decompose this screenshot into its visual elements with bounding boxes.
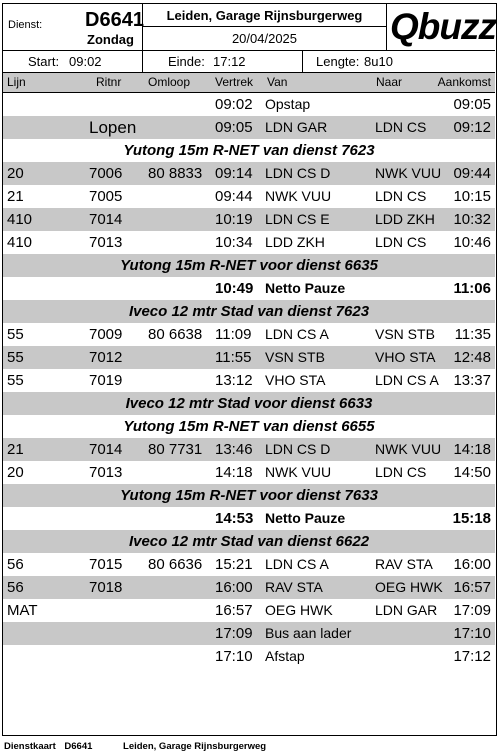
van-cell: RAV STA [265, 579, 323, 595]
trip-row [3, 369, 495, 392]
vehicle-banner-row [3, 392, 495, 415]
vertrek-cell: 10:34 [215, 234, 253, 251]
aankomst-cell: 10:15 [453, 188, 491, 205]
footer-dienst: D6641 [64, 741, 93, 752]
ritnr-cell: 7015 [89, 556, 123, 573]
lijn-cell: 21 [7, 188, 24, 205]
vertrek-cell: 13:46 [215, 441, 253, 458]
naar-cell: LDN CS A [375, 372, 439, 388]
dienst-day: Zondag [87, 32, 134, 47]
col-van: Van [267, 75, 288, 89]
footer [4, 741, 272, 752]
trip-row [3, 645, 495, 668]
aankomst-cell: 14:50 [453, 464, 491, 481]
van-cell: LDN CS D [265, 441, 331, 457]
vertrek-cell: 16:00 [215, 579, 253, 596]
lijn-cell: 20 [7, 165, 24, 182]
vehicle-banner-row [3, 139, 495, 162]
vehicle-banner: Iveco 12 mtr Stad van dienst 6622 [128, 533, 370, 550]
van-cell: LDN CS D [265, 165, 331, 181]
naar-cell: VSN STB [375, 326, 435, 342]
aankomst-cell: 09:05 [453, 96, 491, 113]
van-cell: OEG HWK [265, 602, 333, 618]
lijn-cell: 410 [7, 211, 33, 228]
van-cell: Opstap [265, 96, 311, 112]
naar-cell: LDD ZKH [375, 211, 435, 227]
vehicle-banner-row [3, 300, 495, 323]
trip-row [3, 599, 495, 622]
vertrek-cell: 16:57 [215, 602, 253, 619]
van-cell: Afstap [265, 648, 305, 664]
aankomst-cell: 10:32 [453, 211, 491, 228]
van-cell: Bus aan lader [265, 625, 352, 641]
van-cell: NWK VUU [265, 188, 332, 204]
ritnr-cell: 7013 [89, 234, 123, 251]
col-omloop: Omloop [148, 75, 191, 89]
trip-row [3, 346, 495, 369]
aankomst-cell: 14:18 [453, 441, 491, 458]
info-divider [143, 51, 303, 72]
naar-cell: LDN CS [375, 119, 427, 135]
vertrek-cell: 11:09 [215, 326, 252, 343]
aankomst-cell: 09:12 [453, 119, 491, 136]
vertrek-cell: 15:21 [215, 556, 253, 573]
vertrek-cell: 14:18 [215, 464, 253, 481]
aankomst-cell: 17:10 [453, 625, 491, 642]
lijn-cell: 56 [7, 556, 24, 573]
location-date-cell [143, 4, 387, 50]
info-divider [3, 51, 143, 72]
aankomst-cell: 13:37 [453, 372, 491, 389]
trip-row [3, 576, 495, 599]
van-cell: LDD ZKH [265, 234, 325, 250]
col-naar: Naar [376, 75, 403, 89]
vertrek-cell: 17:09 [215, 625, 253, 642]
van-cell: NWK VUU [265, 464, 332, 480]
omloop-cell: 80 6638 [148, 326, 203, 343]
ritnr-cell: 7005 [89, 188, 123, 205]
lengte-value: 8u10 [364, 54, 393, 69]
lijn-cell: MAT [7, 602, 38, 619]
vertrek-cell: 10:49 [215, 280, 254, 297]
vertrek-cell: 09:02 [215, 96, 253, 113]
vehicle-banner: Yutong 15m R-NET voor dienst 7633 [120, 487, 378, 504]
naar-cell: LDN CS [375, 234, 427, 250]
naar-cell: LDN CS [375, 464, 427, 480]
trip-row [3, 162, 495, 185]
walk-label: Lopen [89, 118, 137, 137]
trip-row [3, 208, 495, 231]
col-lijn: Lijn [7, 75, 26, 89]
vehicle-banner-row [3, 415, 495, 438]
footer-label: Dienstkaart [4, 741, 56, 752]
omloop-cell: 80 7731 [148, 441, 203, 458]
trip-row [3, 93, 495, 116]
dienstkaart [2, 3, 497, 736]
einde-label: Einde: [168, 54, 205, 69]
trip-row [3, 553, 495, 576]
col-vertrek: Vertrek [215, 75, 254, 89]
date: 20/04/2025 [231, 31, 298, 46]
ritnr-cell: 7014 [89, 211, 123, 228]
vehicle-banner-row [3, 530, 495, 553]
dienst-number: D6641 [85, 9, 144, 31]
trip-row [3, 231, 495, 254]
walk-row [3, 116, 495, 139]
qbuzz-logo: Qbuzz [390, 6, 496, 47]
naar-cell: LDN GAR [375, 602, 438, 618]
van-cell: LDN CS E [265, 211, 330, 227]
lijn-cell: 55 [7, 372, 24, 389]
pause-row [3, 277, 495, 300]
shift-info [3, 51, 495, 73]
naar-cell: NWK VUU [375, 165, 442, 181]
vertrek-cell: 09:14 [215, 165, 253, 182]
trip-row [3, 461, 495, 484]
ritnr-cell: 7012 [89, 349, 123, 366]
omloop-cell: 80 6636 [148, 556, 203, 573]
vertrek-cell: 09:44 [215, 188, 253, 205]
aankomst-cell: 10:46 [453, 234, 491, 251]
van-cell: LDN GAR [265, 119, 328, 135]
vertrek-cell: 13:12 [215, 372, 253, 389]
column-header [3, 73, 495, 93]
vertrek-cell: 14:53 [215, 510, 254, 527]
aankomst-cell: 12:48 [453, 349, 491, 366]
ritnr-cell: 7006 [89, 165, 123, 182]
aankomst-cell: 17:12 [453, 648, 491, 665]
aankomst-cell: 09:44 [453, 165, 491, 182]
start-time: 09:02 [69, 54, 102, 69]
van-cell: LDN CS A [265, 326, 329, 342]
lijn-cell: 55 [7, 326, 24, 343]
footer-location: Leiden, Garage Rijnsburgerweg [123, 741, 267, 752]
vehicle-banner: Yutong 15m R-NET voor dienst 6635 [120, 257, 378, 274]
einde-time: 17:12 [213, 54, 246, 69]
omloop-cell: 80 8833 [148, 165, 203, 182]
van-cell: VSN STB [265, 349, 325, 365]
naar-cell: OEG HWK [375, 579, 443, 595]
ritnr-cell: 7009 [89, 326, 123, 343]
col-ritnr: Ritnr [96, 75, 122, 89]
aankomst-cell: 16:57 [453, 579, 491, 596]
location: Leiden, Garage Rijnsburgerweg [143, 4, 386, 27]
trip-row [3, 185, 495, 208]
pause-label: Netto Pauze [265, 280, 346, 296]
trip-row [3, 622, 495, 645]
ritnr-cell: 7013 [89, 464, 123, 481]
trip-row [3, 438, 495, 461]
lijn-cell: 410 [7, 234, 33, 251]
vehicle-banner: Yutong 15m R-NET van dienst 7623 [123, 142, 375, 159]
vertrek-cell: 17:10 [215, 648, 253, 665]
pause-label: Netto Pauze [265, 510, 346, 526]
aankomst-cell: 15:18 [452, 510, 491, 527]
lijn-cell: 55 [7, 349, 24, 366]
aankomst-cell: 11:35 [454, 326, 491, 343]
aankomst-cell: 16:00 [453, 556, 491, 573]
lijn-cell: 20 [7, 464, 24, 481]
naar-cell: RAV STA [375, 556, 433, 572]
lijn-cell: 56 [7, 579, 24, 596]
naar-cell: VHO STA [375, 349, 436, 365]
vertrek-cell: 09:05 [215, 119, 253, 136]
vertrek-cell: 10:19 [215, 211, 253, 228]
van-cell: VHO STA [265, 372, 326, 388]
naar-cell: NWK VUU [375, 441, 442, 457]
ritnr-cell: 7014 [89, 441, 123, 458]
vehicle-banner: Iveco 12 mtr Stad van dienst 7623 [128, 303, 370, 320]
pause-row [3, 507, 495, 530]
lijn-cell: 21 [7, 441, 24, 458]
start-label: Start: [28, 54, 60, 69]
ritnr-cell: 7019 [89, 372, 123, 389]
naar-cell: LDN CS [375, 188, 427, 204]
aankomst-cell: 17:09 [453, 602, 491, 619]
van-cell: LDN CS A [265, 556, 329, 572]
vertrek-cell: 11:55 [215, 349, 252, 366]
aankomst-cell: 11:06 [453, 280, 491, 297]
schedule-rows [3, 93, 495, 668]
dienst-cell [3, 4, 143, 50]
dienst-label: Dienst: [8, 19, 43, 31]
vehicle-banner: Iveco 12 mtr Stad voor dienst 6633 [125, 395, 373, 412]
vehicle-banner-row [3, 254, 495, 277]
trip-row [3, 323, 495, 346]
vehicle-banner: Yutong 15m R-NET van dienst 6655 [123, 418, 375, 435]
lengte-label: Lengte: [316, 54, 360, 69]
col-aankomst: Aankomst [437, 75, 491, 89]
ritnr-cell: 7018 [89, 579, 123, 596]
header [3, 4, 495, 51]
vehicle-banner-row [3, 484, 495, 507]
